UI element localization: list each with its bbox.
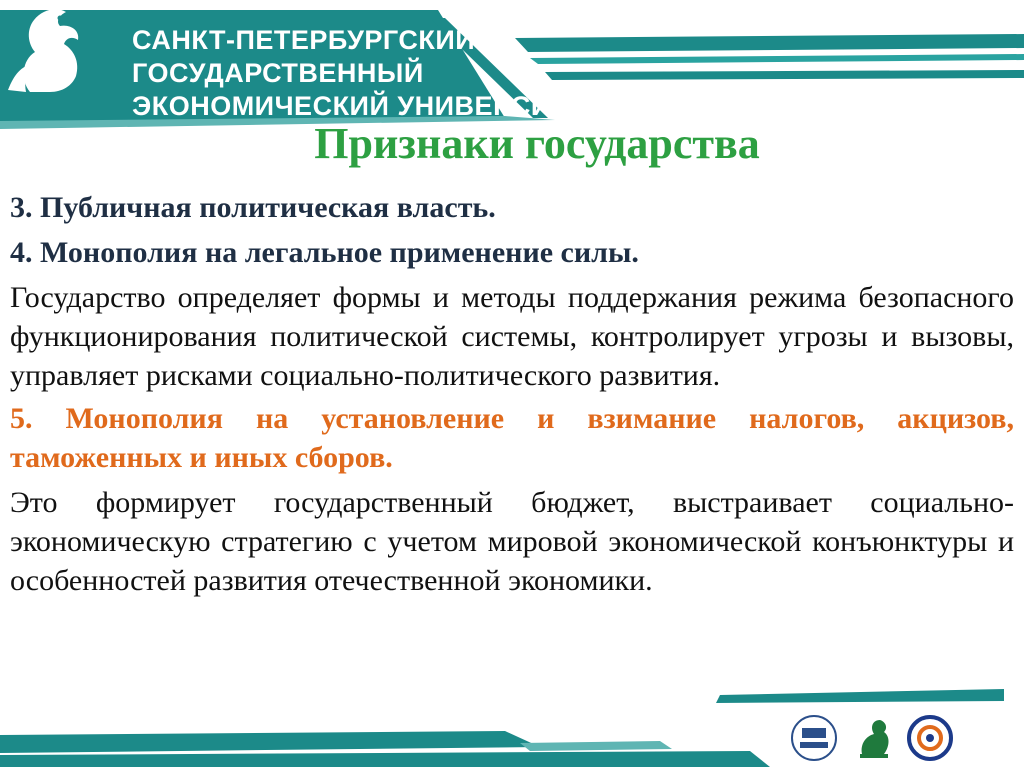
university-line-2: ГОСУДАРСТВЕННЫЙ xyxy=(132,58,424,88)
item-3-heading: 3. Публичная политическая власть. xyxy=(10,191,496,224)
item-4-heading: 4. Монополия на легальное применение силы. xyxy=(10,236,639,269)
ring-emblem-icon xyxy=(906,714,954,762)
slide-content xyxy=(10,188,1014,604)
griffin-icon xyxy=(0,0,90,96)
university-line-3: ЭКОНОМИЧЕСКИЙ УНИВЕРСИТЕТ xyxy=(132,91,604,121)
item-5-heading: 5. Монополия на установление и взимание налогов, акцизов, таможенных и иных сборов. xyxy=(10,402,1014,474)
emblem-icon xyxy=(790,714,838,762)
item-5-description: Это формирует государственный бюджет, выстраивает социально-экономическую стратегию с учетом мировой экономической конъюнктуры и особенностей развития отечественной экономики. xyxy=(10,486,1014,597)
slide-title: Признаки государства xyxy=(314,119,760,168)
griffin-small-icon xyxy=(850,714,898,762)
university-name xyxy=(132,24,603,123)
item-4-description: Государство определяет формы и методы поддержания режима безопасного функционирования политической системы, контролирует угрозы и вызовы, управляет рисками социально-политического развития. xyxy=(10,281,1014,392)
header-band xyxy=(0,0,1024,135)
university-line-1: САНКТ-ПЕТЕРБУРГСКИЙ xyxy=(132,25,476,55)
